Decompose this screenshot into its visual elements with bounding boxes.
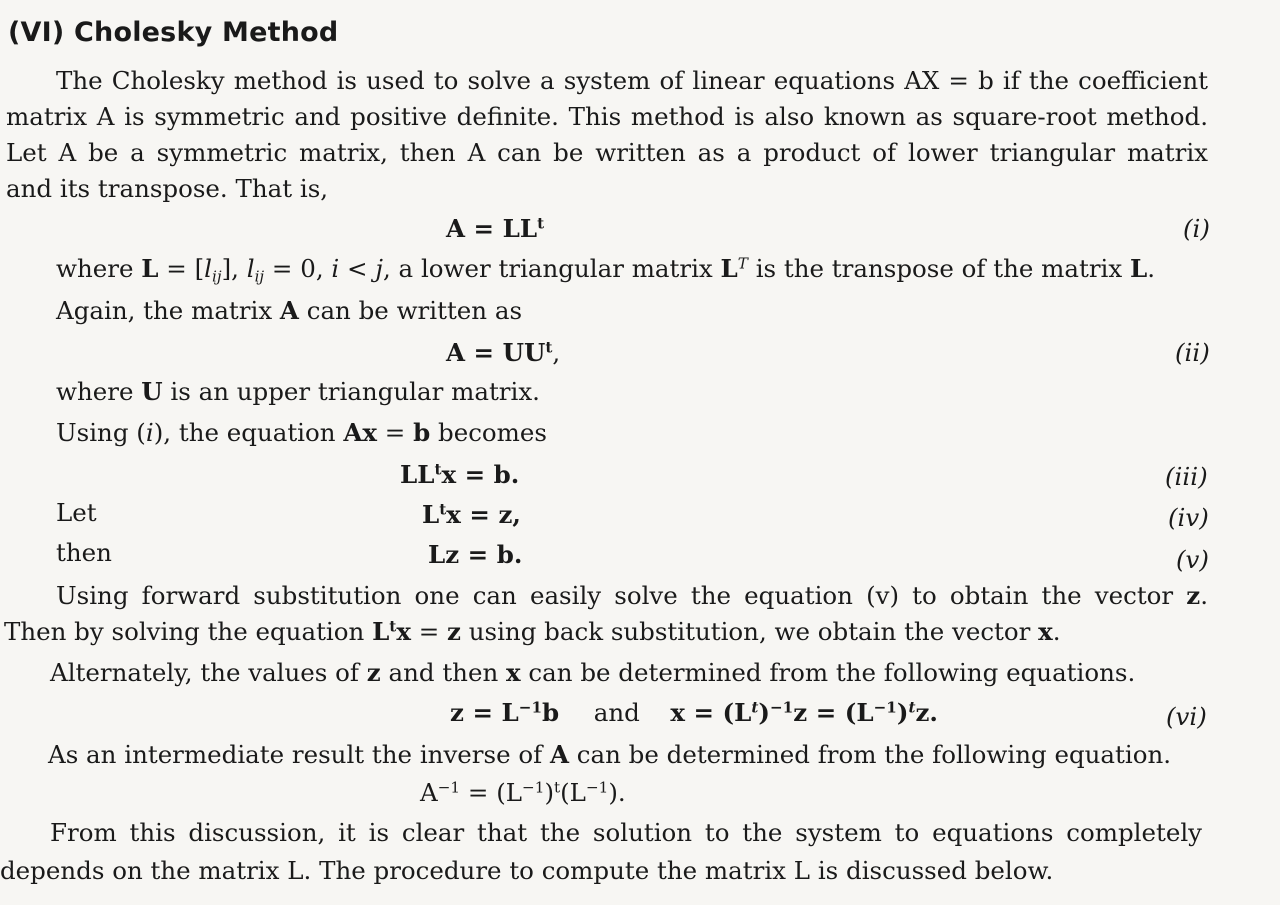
equation-number: (i)	[1183, 214, 1210, 243]
equation-number: (v)	[1176, 545, 1209, 574]
paragraph-line: Then by solving the equation $L^tx = z$ using back substitution, we obtain the vector x.	[4, 617, 1061, 646]
paragraph-line: Using forward substitution one can easily solve the equation (v) to obtain the vector z.	[56, 581, 1208, 610]
section-heading: (VI) Cholesky Method	[8, 17, 339, 48]
equation-label: Let	[56, 498, 97, 527]
equation-inverse: $A^{-1} = (L^{-1})^t(L^{-1})$.	[420, 778, 626, 807]
paragraph-line: As an intermediate result the inverse of A can be determined from the following equation.	[48, 740, 1172, 769]
paragraph-line: Let A be a symmetric matrix, then A can be written as a product of lower triangular matrix	[6, 138, 1208, 167]
equation-v: Lz = b.	[428, 540, 523, 569]
using-line: Using (i), the equation Ax = b becomes	[56, 418, 547, 447]
again-line: Again, the matrix A can be written as	[56, 296, 523, 325]
equation-i: $A = LL^t$	[446, 214, 545, 243]
paragraph-line: From this discussion, it is clear that the solution to the system to equations completely	[50, 818, 1202, 847]
equation-label: then	[56, 538, 112, 567]
where-line: where U is an upper triangular matrix.	[56, 377, 540, 406]
equation-number: (vi)	[1166, 702, 1207, 731]
equation-number: (iv)	[1168, 503, 1209, 532]
equation-vi: $z = L^{-1}b$ and $x = (L^t)^{-1}z = (L^{-1})^tz$.	[450, 698, 938, 727]
paragraph-line: The Cholesky method is used to solve a system of linear equations AX = b if the coefficient	[56, 66, 1208, 95]
paragraph-line: matrix A is symmetric and positive definite. This method is also known as square-root method.	[6, 102, 1208, 131]
paragraph-line: Alternately, the values of z and then x can be determined from the following equations.	[50, 658, 1136, 687]
equation-iii: $LL^tx = b$.	[400, 460, 520, 489]
equation-ii: $A = UU^t$,	[446, 338, 561, 367]
equation-iv: $L^tx = z$,	[422, 500, 521, 529]
equation-number: (ii)	[1175, 338, 1210, 367]
paragraph-line: and its transpose. That is,	[6, 174, 329, 203]
paragraph-line: depends on the matrix L. The procedure to compute the matrix L is discussed below.	[0, 856, 1054, 885]
equation-number: (iii)	[1165, 462, 1208, 491]
where-line: where $L = [l_{ij}]$, $l_{ij} = 0$, i < j, a lower triangular matrix $L^T$ is the transpose of the matrix L.	[56, 254, 1155, 286]
